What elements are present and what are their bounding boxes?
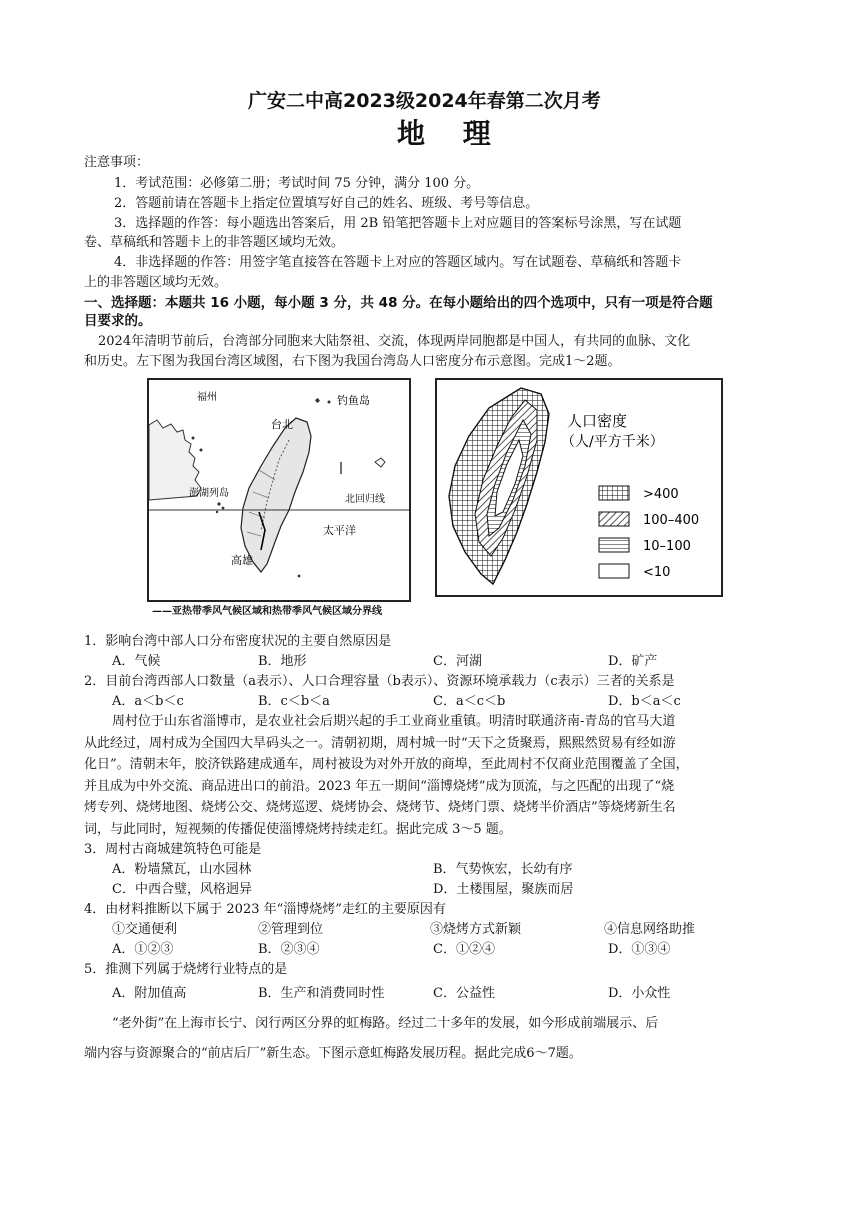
section-heading: 目要求的。 <box>84 313 152 329</box>
legend-label: 100–400 <box>643 513 700 528</box>
label-diaoyu: 钓鱼岛 <box>337 394 370 407</box>
map-drawing <box>149 380 409 600</box>
q2-option-d: D．b＜a＜c <box>608 694 681 709</box>
q5-option-d: D．小众性 <box>608 986 671 1001</box>
question-5-stem: 5．推测下列属于烧烤行业特点的是 <box>84 962 288 977</box>
question-3-stem: 3．周村古商城建筑特色可能是 <box>84 842 262 857</box>
legend-swatch-hatch <box>599 512 629 526</box>
q1-option-c: C．河湖 <box>433 654 482 669</box>
q4-option-a: A．①②③ <box>112 942 174 957</box>
notice-heading: 注意事项： <box>84 155 150 170</box>
q4-item: ①交通便利 <box>112 922 178 937</box>
passage-line: 从此经过，周村成为全国四大旱码头之一。清朝初期，周村城一时“天下之货聚焉，熙熙然贸易有经如游 <box>84 736 676 751</box>
q1-option-b: B．地形 <box>258 654 307 669</box>
density-drawing <box>437 380 721 595</box>
legend-swatch-lines <box>599 538 629 552</box>
legend-swatch-blank <box>599 564 629 578</box>
q2-option-b: B．c＜b＜a <box>258 694 330 709</box>
q4-item: ②管理到位 <box>258 922 324 937</box>
label-fuzhou: 福州 <box>197 392 217 403</box>
legend-unit: （人/平方千米） <box>561 434 664 450</box>
q1-option-d: D．矿产 <box>608 654 658 669</box>
label-taibei: 台北 <box>271 418 293 431</box>
map-caption: ——亚热带季风气候区域和热带季风气候区域分界线 <box>152 606 382 617</box>
q4-option-d: D．①③④ <box>608 942 671 957</box>
section-heading: 一、选择题：本题共 16 小题，每小题 3 分，共 48 分。在每小题给出的四个选项中，只有一项是符合题 <box>84 295 713 311</box>
notice-item: 1．考试范围：必修第二册；考试时间 75 分钟，满分 100 分。 <box>114 176 480 191</box>
label-pacific: 太平洋 <box>323 524 356 537</box>
q2-option-a: A．a＜b＜c <box>112 694 184 709</box>
label-gaoxiong: 高雄 <box>231 554 253 567</box>
q4-item: ④信息网络助推 <box>604 922 696 937</box>
question-2-stem: 2．目前台湾西部人口数量（a表示）、人口合理容量（b表示）、资源环境承载力（c表示）三者的关系是 <box>84 674 675 689</box>
legend-swatch-grid <box>599 486 629 500</box>
notice-item: 3．选择题的作答：每小题选出答案后，用 2B 铅笔把答题卡上对应题目的答案标号涂黑，写在试题 <box>114 216 682 231</box>
q5-option-b: B．生产和消费同时性 <box>258 986 385 1001</box>
q5-option-a: A．附加值高 <box>112 986 187 1001</box>
notice-item: 2．答题前请在答题卡上指定位置填写好自己的姓名、班级、考号等信息。 <box>114 196 539 211</box>
label-penghu: 澎湖列岛 <box>189 488 229 499</box>
passage-line: 周村位于山东省淄博市，是农业社会后期兴起的手工业商业重镇。明清时联通济南-青岛的官马大道 <box>112 714 676 729</box>
legend-label: >400 <box>643 487 679 502</box>
q4-item: ③烧烤方式新颖 <box>430 922 522 937</box>
passage-line: 并且成为中外交流、商品进出口的前沿。2023 年五一期间“淄博烧烤”成为顶流，与之匹配的出现了“烧 <box>84 779 675 794</box>
passage-line: 词，与此同时，短视频的传播促使淄博烧烤持续走红。据此完成 3～5 题。 <box>84 822 512 837</box>
question-1-stem: 1．影响台湾中部人口分布密度状况的主要自然原因是 <box>84 634 392 649</box>
q3-option-b: B．气势恢宏，长幼有序 <box>433 862 573 877</box>
passage-line: 端内容与资源聚合的“前店后厂”新生态。下图示意虹梅路发展历程。据此完成6～7题。 <box>84 1046 582 1061</box>
passage-line: “老外街”在上海市长宁、闵行两区分界的虹梅路。经过二十多年的发展，如今形成前端展示、后 <box>112 1016 659 1031</box>
q1-option-a: A．气候 <box>112 654 161 669</box>
notice-item: 4．非选择题的作答：用签字笔直接答在答题卡上对应的答题区域内。写在试题卷、草稿纸和答题卡 <box>114 255 682 270</box>
passage-line: 和历史。左下图为我国台湾区域图，右下图为我国台湾岛人口密度分布示意图。完成1～2题。 <box>84 354 621 369</box>
label-tropic: 北回归线 <box>345 494 385 505</box>
q5-option-c: C．公益性 <box>433 986 495 1001</box>
subject-title: 地 理 <box>397 117 505 150</box>
passage-line: 烤专列、烧烤地图、烧烤公交、烧烤巡逻、烧烤协会、烧烤节、烧烤门票、烧烤半价酒店”等烧烤新生名 <box>84 800 676 815</box>
passage-line: 化日”。清朝末年，胶济铁路建成通车，周村被设为对外开放的商埠，至此周村不仅商业范围覆盖了全国， <box>84 757 689 772</box>
q3-option-a: A．粉墙黛瓦，山水园林 <box>112 862 252 877</box>
legend-label: <10 <box>643 565 671 580</box>
q3-option-d: D．土楼围屋，聚族而居 <box>433 882 574 897</box>
legend-title: 人口密度 <box>567 412 628 430</box>
question-4-stem: 4．由材料推断以下属于 2023 年“淄博烧烤”走红的主要原因有 <box>84 902 446 917</box>
legend-label: 10–100 <box>643 539 691 554</box>
q4-option-c: C．①②④ <box>433 942 495 957</box>
population-density-map <box>435 378 723 597</box>
q3-option-c: C．中西合璧，风格迥异 <box>112 882 252 897</box>
passage-line: 2024年清明节前后，台湾部分同胞来大陆祭祖、交流，体现两岸同胞都是中国人，有共同的血脉、文化 <box>98 334 691 349</box>
taiwan-region-map <box>147 378 411 602</box>
exam-title: 广安二中高2023级2024年春第二次月考 <box>248 90 601 112</box>
q4-option-b: B．②③④ <box>258 942 320 957</box>
q2-option-c: C．a＜c＜b <box>433 694 506 709</box>
notice-item: 上的非答题区域均无效。 <box>84 275 228 290</box>
notice-item: 卷、草稿纸和答题卡上的非答题区域均无效。 <box>84 235 345 250</box>
